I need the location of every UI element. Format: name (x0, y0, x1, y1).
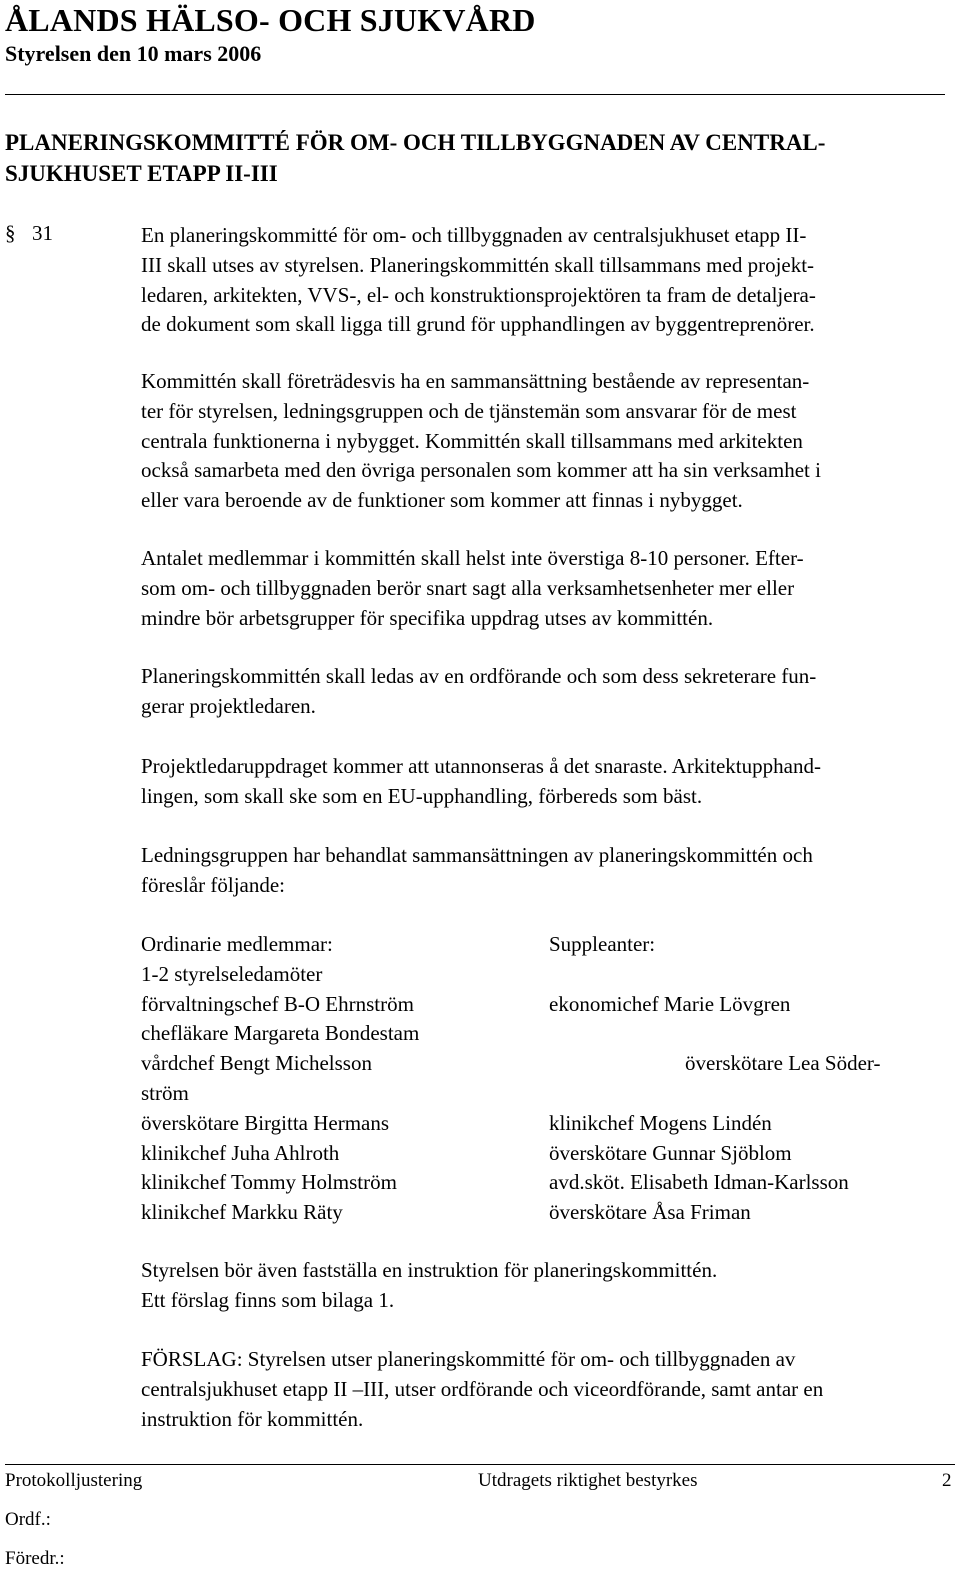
section-marker (5, 221, 53, 246)
section-heading-line2: SJUKHUSET ETAPP II-III (5, 161, 278, 186)
paragraph-line: En planeringskommitté för om- och tillbyggnaden av centralsjukhuset etapp II- (141, 223, 807, 247)
meeting-date: Styrelsen den 10 mars 2006 (5, 41, 262, 66)
member-item: överskötare Birgitta Hermans (141, 1110, 390, 1135)
paragraph-line: de dokument som skall ligga till grund för upphandlingen av byggentreprenörer. (141, 312, 815, 337)
paragraph-line: också samarbeta med den övriga personalen som kommer att ha sin verksamhet i (141, 458, 821, 483)
paragraph-5 (141, 752, 956, 812)
paragraph-2 (141, 367, 956, 516)
paragraph-6 (141, 841, 956, 901)
paragraph-line: centralsjukhuset etapp II –III, utser ordförande och viceordförande, samt antar en (141, 1376, 824, 1401)
paragraph-line: instruktion för kommittén. (141, 1406, 364, 1431)
paragraph-4 (141, 662, 956, 722)
paragraph-line: Ett förslag finns som bilaga 1. (141, 1287, 395, 1312)
section-number: 31 (32, 221, 53, 245)
deputy-members-label: Suppleanter: (549, 932, 656, 956)
footer-protokolljustering: Protokolljustering (5, 1470, 143, 1491)
paragraph-line: Ledningsgruppen har behandlat sammansättningen av planeringskommittén och (141, 843, 813, 867)
paragraph-line: ledaren, arkitekten, VVS-, el- och konstruktionsprojektören ta fram de detaljera- (141, 282, 816, 307)
member-item: förvaltningschef B-O Ehrnström (141, 991, 414, 1016)
organization-title: ÅLANDS HÄLSO- OCH SJUKVÅRD (5, 2, 536, 38)
deputy-item: ekonomichef Marie Lövgren (549, 991, 791, 1016)
deputy-item (549, 1019, 881, 1049)
paragraph-line: eller vara beroende av de funktioner som kommer att finnas i nybygget. (141, 488, 743, 513)
section-heading-line1: PLANERINGSKOMMITTÉ FÖR OM- OCH TILLBYGGNADEN AV CENTRAL- (5, 130, 826, 155)
ordinary-members-list (141, 930, 419, 1228)
deputy-item: överskötare Lea Söder- (685, 1051, 881, 1076)
paragraph-line: Kommittén skall företrädesvis ha en sammansättning bestående av representan- (141, 369, 810, 393)
paragraph-line: Antalet medlemmar i kommittén skall helst inte överstiga 8-10 personer. Efter- (141, 546, 804, 570)
deputy-item: avd.sköt. Elisabeth Idman-Karlsson (549, 1170, 849, 1195)
paragraph-3 (141, 544, 956, 633)
paragraph-line: ter för styrelsen, ledningsgruppen och de tjänstemän som ansvarar för de mest (141, 398, 797, 423)
paragraph-line: mindre bör arbetsgrupper för specifika uppdrag utses av kommittén. (141, 605, 714, 630)
deputy-item: överskötare Åsa Friman (549, 1200, 751, 1225)
page-number: 2 (942, 1470, 952, 1491)
footer-divider (5, 1464, 955, 1465)
paragraph-line: Planeringskommittén skall ledas av en ordförande och som dess sekreterare fun- (141, 664, 817, 688)
paragraph-line: III skall utses av styrelsen. Planeringskommittén skall tillsammans med projekt- (141, 252, 815, 277)
footer-ordf: Ordf.: (5, 1509, 51, 1530)
paragraph-1 (141, 221, 956, 340)
member-item: klinikchef Juha Ahlroth (141, 1140, 340, 1165)
footer-attestation: Utdragets riktighet bestyrkes (478, 1470, 698, 1491)
proposal-paragraph (141, 1345, 956, 1434)
member-item: vårdchef Bengt Michelsson (141, 1051, 372, 1076)
deputy-item: klinikchef Mogens Lindén (549, 1110, 772, 1135)
paragraph-line: föreslår följande: (141, 872, 286, 897)
deputy-members-list (549, 930, 881, 1228)
member-item: klinikchef Markku Räty (141, 1200, 343, 1225)
paragraph-line: Styrelsen bör även fastställa en instruktion för planeringskommittén. (141, 1258, 718, 1282)
paragraph-line: gerar projektledaren. (141, 693, 316, 718)
section-heading (5, 127, 945, 189)
deputy-item: överskötare Gunnar Sjöblom (549, 1140, 792, 1165)
paragraph-line: Projektledaruppdraget kommer att utannonseras å det snaraste. Arkitektupphand- (141, 754, 821, 778)
paragraph-line: som om- och tillbyggnaden berör snart sagt alla verksamhetsenheter mer eller (141, 575, 795, 600)
member-item: ström (141, 1080, 189, 1105)
paragraph-line: lingen, som skall ske som en EU-upphandling, förbereds som bäst. (141, 783, 703, 808)
section-symbol: § (5, 221, 16, 245)
header-divider (5, 94, 945, 95)
member-item: 1-2 styrelseledamöter (141, 961, 323, 986)
paragraph-line: centrala funktionerna i nybygget. Kommittén skall tillsammans med arkitekten (141, 428, 803, 453)
deputy-item (549, 960, 881, 990)
member-item: klinikchef Tommy Holmström (141, 1170, 397, 1195)
ordinary-members-label: Ordinarie medlemmar: (141, 932, 333, 956)
member-item: chefläkare Margareta Bondestam (141, 1021, 420, 1046)
deputy-item (549, 1079, 881, 1109)
closing-paragraph-1 (141, 1256, 956, 1316)
paragraph-line: FÖRSLAG: Styrelsen utser planeringskommitté för om- och tillbyggnaden av (141, 1347, 796, 1371)
footer-foredr: Föredr.: (5, 1548, 65, 1569)
